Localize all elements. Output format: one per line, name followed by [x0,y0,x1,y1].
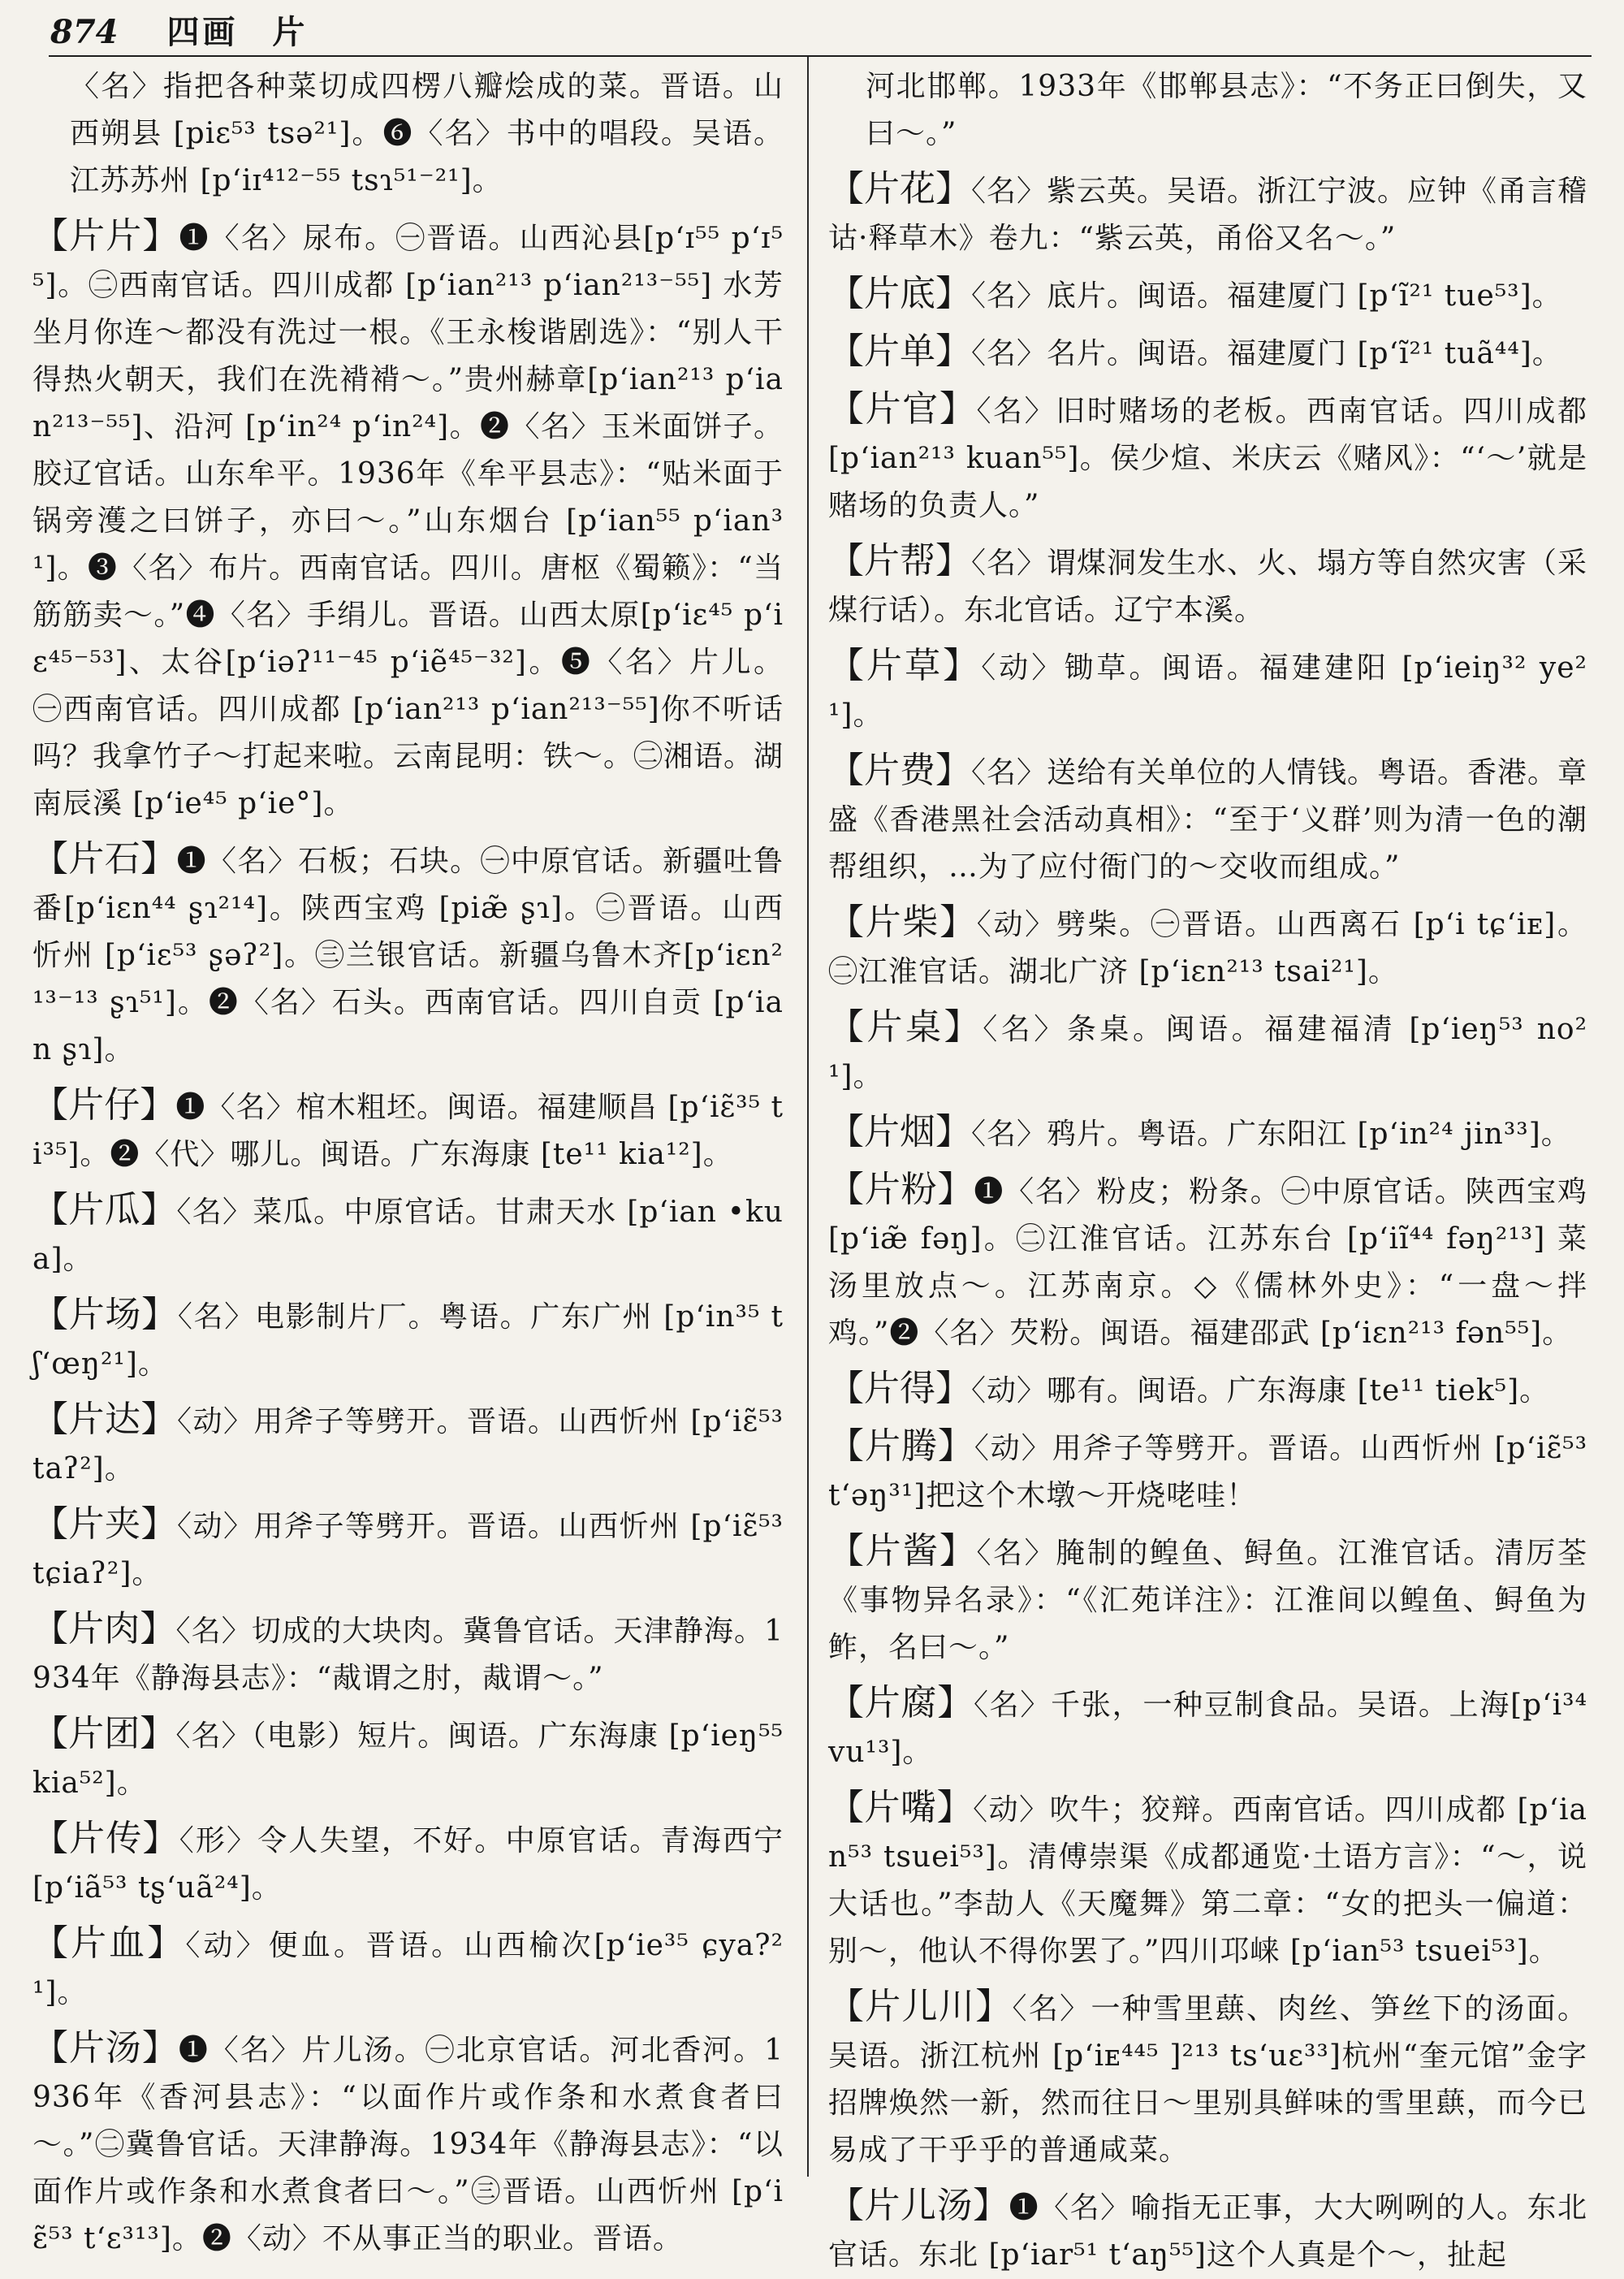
entry-definition: 〈动〉吹牛；狡辩。西南官话。四川成都 [p‘ian⁵³ tsuei⁵³]。清傅崇渠《成都通览·土语方言》：“～，说大话也。”李劼人《天魔舞》第二章：“女的把头一偏道：别～，他认不得你罢了。”四川邛崃 [p‘ian⁵³ tsuei⁵³]。 [828,1793,1587,1968]
entry-definition: 〈名〉腌制的鳇鱼、鲟鱼。江淮官话。清厉荃《事物异名录》：“《汇苑详注》：江淮间以鳇鱼、鲟鱼为鲊，名曰～。” [828,1537,1587,1664]
dictionary-entry [828,747,1587,891]
dictionary-entry [828,1680,1587,1776]
entry-headword: 【片官】 [828,388,977,430]
dictionary-entry [32,1815,784,1912]
entry-headword: 【片瓜】 [32,1189,177,1230]
dictionary-entry [32,1920,784,2017]
entry-headword: 【片儿川】 [828,1986,1013,2027]
dictionary-entry [32,1082,784,1178]
entry-definition: 〈名〉送给有关单位的人情钱。粤语。香港。章盛《香港黑社会活动真相》：“至于‘义群’则为清一色的潮帮组织，…为了应付衙门的～交收而组成。” [828,756,1588,884]
entry-definition: 〈动〉锄草。闽语。福建建阳 [p‘ieiŋ³² ye²¹]。 [828,651,1587,732]
entry-definition: 〈形〉令人失望，不好。中原官话。青海西宁 [p‘iã⁵³ tʂ‘uã²⁴]。 [32,1824,784,1905]
dictionary-entry-continuation: 河北邯郸。1933年《邯郸县志》：“不务正曰倒失，又曰～。” [866,70,1587,150]
entry-definition: 〈动〉便血。晋语。山西榆次[p‘ie³⁵ ɕya?²¹]。 [32,1929,784,2009]
entry-definition: 〈动〉用斧子等劈开。晋语。山西忻州 [p‘iɛ̃⁵³ t‘əŋ³¹]把这个木墩～开烧咾哇！ [828,1432,1588,1512]
entry-headword: 【片肉】 [32,1608,176,1650]
stroke-section: 四画 [166,13,239,51]
entry-definition: ❶〈名〉棺木粗坯。闽语。福建顺昌 [p‘iɛ̃³⁵ ti³⁵]。❷〈代〉哪儿。闽语。广东海康 [te¹¹ kia¹²]。 [32,1091,784,1171]
entry-headword: 【片粉】 [828,1169,974,1210]
entry-headword: 【片底】 [828,273,971,314]
entry-definition: 〈名〉名片。闽语。福建厦门 [p‘ĩ²¹ tuã⁴⁴]。 [971,337,1562,370]
dictionary-entry [32,213,784,828]
entry-definition: ❶〈名〉尿布。㊀晋语。山西沁县[p‘ɪ⁵⁵ p‘ɪ⁵⁵]。㊁西南官话。四川成都 [p‘ian²¹³ p‘ian²¹³⁻⁵⁵] 水芳坐月你连～都没有洗过一根。《王永梭谐剧选》：“别人干得热火朝天，我们在洗褙褙～。”贵州赫章[p‘ian²¹³ p‘ian²¹³⁻⁵⁵]、沿河 [p‘in²⁴ p‘in²⁴]。❷〈名〉玉米面饼子。胶辽官话。山东牟平。1936年《牟平县志》：“贴米面于锅旁濩之曰饼子，亦曰～。”山东烟台 [p‘ian⁵⁵ p‘ian³¹]。❸〈名〉布片。西南官话。四川。唐枢《蜀籁》：“当筋筋卖～。”❹〈名〉手绢儿。晋语。山西太原[p‘iɛ⁴⁵ p‘iɛ⁴⁵⁻⁵³]、太谷[p‘iəʔ¹¹⁻⁴⁵ p‘iẽ⁴⁵⁻³²]。❺〈名〉片儿。㊀西南官话。四川成都 [p‘ian²¹³ p‘ian²¹³⁻⁵⁵]你不听话吗？我拿竹子～打起来啦。云南昆明：铁～。㊁湘语。湖南辰溪 [p‘ie⁴⁵ p‘ie°]。 [32,222,784,820]
entry-definition: 〈名〉切成的大块肉。冀鲁官话。天津静海。1934年《静海县志》：“胾谓之肘，胾谓～。” [32,1615,784,1695]
entry-definition: 〈动〉劈柴。㊀晋语。山西离石 [p‘i tɕ‘iᴇ]。㊁江淮官话。湖北广济 [p‘iɛn²¹³ tsai²¹]。 [828,908,1587,988]
entry-headword: 【片帮】 [828,540,971,582]
dictionary-entry [32,1501,784,1598]
entry-headword: 【片仔】 [32,1084,176,1126]
dictionary-entry [828,642,1587,739]
entry-headword: 【片花】 [828,168,971,210]
entry-headword: 【片血】 [32,1922,186,1964]
dictionary-entry [32,1710,784,1807]
entry-definition: 〈名〉千张，一种豆制食品。吴语。上海[p‘i³⁴ vu¹³]。 [828,1689,1588,1769]
entry-headword: 【片柴】 [828,902,977,943]
dictionary-entry [828,1004,1587,1101]
dictionary-entry [32,1187,784,1283]
entry-headword: 【片单】 [828,331,971,372]
entry-definition: 〈名〉条桌。闽语。福建福清 [p‘ieŋ⁵³ no²¹]。 [828,1013,1587,1093]
entry-definition: 〈名〉（电影）短片。闽语。广东海康 [p‘ieŋ⁵⁵ kia⁵²]。 [32,1719,784,1800]
dictionary-entry [32,1606,784,1702]
entry-headword: 【片石】 [32,838,177,880]
dictionary-entry [828,899,1587,996]
entry-definition: 〈动〉哪有。闽语。广东海康 [te¹¹ tiek⁵]。 [971,1374,1550,1408]
entry-headword: 【片嘴】 [828,1787,974,1828]
dictionary-entry-continuation: 〈名〉指把各种菜切成四楞八瓣烩成的菜。晋语。山西朔县 [piɛ⁵³ tsə²¹]。❻〈名〉书中的唱段。吴语。江苏苏州 [p‘iɪ⁴¹²⁻⁵⁵ tsɿ⁵¹⁻²¹]。 [70,70,784,197]
dictionary-entry [828,1983,1587,2174]
entry-definition: 〈动〉用斧子等劈开。晋语。山西忻州 [p‘iɛ̃⁵³ taʔ²]。 [32,1405,784,1485]
entry-headword: 【片费】 [828,750,971,791]
entry-headword: 【片夹】 [32,1503,177,1545]
entry-headword: 【片传】 [32,1818,179,1859]
entry-headword: 【片达】 [32,1399,177,1440]
dictionary-entry [32,1396,784,1493]
dictionary-entry [828,1365,1587,1415]
entry-definition: ❶〈名〉片儿汤。㊀北京官话。河北香河。1936年《香河县志》：“以面作片或作条和水煮食者曰～。”㊁冀鲁官话。天津静海。1934年《静海县志》：“以面作片或作条和水煮食者曰～。”㊂晋语。山西忻州 [p‘iɛ̃⁵³ t‘ɛ³¹³]。❷〈动〉不从事正当的职业。晋语。 [32,2034,784,2255]
page-number: 874 [50,13,119,51]
entry-definition: 〈名〉一种雪里蕻、肉丝、笋丝下的汤面。吴语。浙江杭州 [p‘iᴇ⁴⁴⁵ ]²¹³ ts‘uɛ³³]杭州“奎元馆”金字招牌焕然一新，然而往日～里别具鲜味的雪里蕻，而今已易成了干乎乎的普通咸菜。 [828,1992,1587,2167]
header-character: 片 [272,13,305,51]
dictionary-entry [828,1166,1587,1357]
dictionary-entry [828,1528,1587,1671]
left-column [32,63,784,2255]
entry-headword: 【片片】 [32,215,179,257]
dictionary-entry [32,836,784,1074]
dictionary-entry [32,2025,784,2263]
right-column [828,63,1588,2272]
dictionary-entry [828,1109,1587,1158]
dictionary-entry [828,1423,1587,1520]
entry-definition: ❶〈名〉石板；石块。㊀中原官话。新疆吐鲁番[p‘iɛn⁴⁴ ʂɿ²¹⁴]。陕西宝鸡 [piæ̃ ʂɿ]。㊁晋语。山西忻州 [p‘iɛ⁵³ ʂəʔ²]。㊂兰银官话。新疆乌鲁木齐[p‘iɛn²¹³⁻¹³ ʂɿ⁵¹]。❷〈名〉石头。西南官话。四川自贡 [p‘ian ʂɿ]。 [32,845,784,1066]
entry-definition: ❶〈名〉喻指无正事，大大咧咧的人。东北官话。东北 [p‘iar⁵¹ t‘aŋ⁵⁵]这个人真是个～，扯起 [828,2191,1587,2272]
entry-headword: 【片儿汤】 [828,2185,1009,2226]
entry-definition: 〈名〉紫云英。吴语。浙江宁波。应钟《甬言稽诂·释草木》卷九：“紫云英，甬俗又名～。” [828,175,1588,255]
dictionary-entry [828,2182,1587,2279]
dictionary-entry [828,328,1587,378]
entry-headword: 【片团】 [32,1713,176,1754]
entry-headword: 【片场】 [32,1294,178,1335]
entry-headword: 【片腾】 [828,1425,974,1467]
entry-definition: 〈名〉旧时赌场的老板。西南官话。四川成都 [p‘ian²¹³ kuan⁵⁵]。侯少煊、米庆云《赌风》：“‘～’就是赌场的负责人。” [828,395,1587,522]
entry-definition: 〈名〉菜瓜。中原官话。甘肃天水 [p‘ian •kua]。 [32,1196,784,1276]
dictionary-entry [828,1784,1587,1975]
entry-headword: 【片腐】 [828,1682,974,1723]
column-divider [807,57,809,2177]
entry-definition: ❶〈名〉粉皮；粉条。㊀中原官话。陕西宝鸡 [p‘iæ̃ fəŋ]。㊁江淮官话。江苏东台 [p‘iĩ⁴⁴ fəŋ²¹³] 菜汤里放点～。江苏南京。◇《儒林外史》：“一盘～拌鸡。”❷〈名〉芡粉。闽语。福建邵武 [p‘iɛn²¹³ fən⁵⁵]。 [828,1175,1587,1350]
entry-headword: 【片草】 [828,645,982,686]
entry-headword: 【片酱】 [828,1530,977,1572]
dictionary-entry [828,270,1587,320]
dictionary-entry [32,1291,784,1388]
page-header [50,6,1593,58]
entry-definition: 〈名〉谓煤洞发生水、火、塌方等自然灾害（采煤行话）。东北官话。辽宁本溪。 [828,547,1588,627]
dictionary-entry [828,386,1587,530]
dictionary-entry [828,166,1587,262]
entry-definition: 〈动〉用斧子等劈开。晋语。山西忻州 [p‘iɛ̃⁵³ tɕiaʔ²]。 [32,1510,784,1590]
entry-definition: 〈名〉底片。闽语。福建厦门 [p‘ĩ²¹ tue⁵³]。 [971,279,1562,313]
entry-headword: 【片烟】 [828,1111,971,1152]
dictionary-entry [828,538,1587,634]
entry-definition: 〈名〉鸦片。粤语。广东阳江 [p‘in²⁴ jin³³]。 [971,1118,1571,1151]
entry-headword: 【片汤】 [32,2027,179,2069]
entry-definition: 〈名〉电影制片厂。粤语。广东广州 [p‘in³⁵ tʃ‘œŋ²¹]。 [32,1300,784,1381]
entry-headword: 【片桌】 [828,1006,983,1048]
entry-headword: 【片得】 [828,1368,971,1409]
header-rule [49,55,1592,57]
